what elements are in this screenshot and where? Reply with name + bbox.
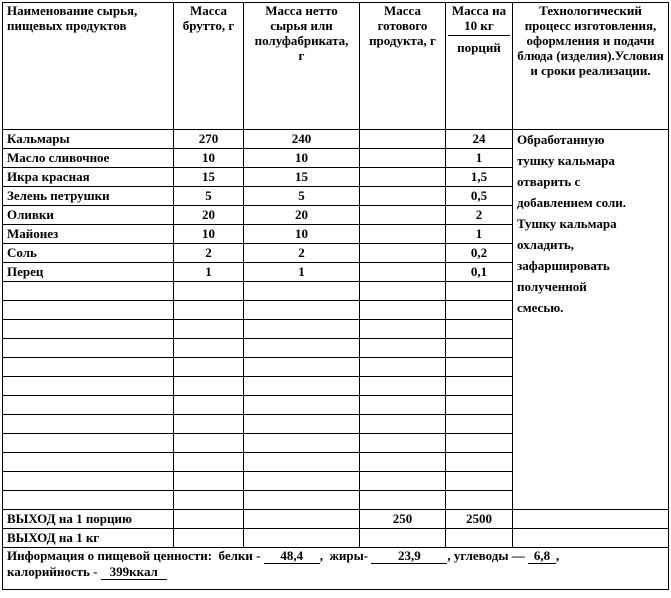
ingredient-per10 [446,396,513,415]
ingredient-name: Соль [3,244,174,263]
ingredient-per10 [446,339,513,358]
ingredient-name: Икра красная [3,168,174,187]
ingredient-ready [360,453,446,472]
ingredient-netto [244,282,360,301]
header-mass-per-10kg-bottom: порций [457,40,501,55]
header-mass-per-10kg [446,3,513,130]
technology-line: отварить с [517,174,581,189]
ingredient-name [3,377,174,396]
ingredient-per10 [446,453,513,472]
ingredient-name: Перец [3,263,174,282]
ingredient-per10 [446,358,513,377]
ingredient-per10: 1 [446,225,513,244]
ingredient-netto [244,320,360,339]
ingredient-name [3,415,174,434]
ingredient-row [3,130,669,149]
carbs-label: углеводы — [453,548,525,563]
ingredient-ready [360,472,446,491]
technology-line: зафаршировать [517,258,610,273]
output-per-portion-tech [513,510,669,529]
ingredient-brutto [174,282,244,301]
ingredient-netto: 20 [244,206,360,225]
ingredient-ready [360,320,446,339]
ingredient-per10 [446,415,513,434]
output-per-kg-per10 [446,529,513,548]
header-brutto: Масса брутто, г [174,3,244,130]
technology-line: Тушку кальмара [517,216,617,231]
ingredient-ready [360,301,446,320]
calories-label: калорийность - [7,564,98,579]
ingredient-brutto [174,491,244,510]
ingredient-netto [244,377,360,396]
ingredient-per10 [446,301,513,320]
calories-value: 399ккал [101,564,167,580]
ingredient-ready [360,377,446,396]
ingredient-ready [360,434,446,453]
ingredient-ready [360,415,446,434]
ingredient-per10 [446,282,513,301]
header-ready-mass: Масса готового продукта, г [360,3,446,130]
fats-label: жиры- [329,548,369,563]
ingredient-per10: 1 [446,149,513,168]
proteins-value: 48,4 [264,548,320,564]
ingredient-name [3,491,174,510]
ingredient-brutto: 2 [174,244,244,263]
ingredient-ready [360,168,446,187]
technology-text [513,130,669,510]
ingredient-brutto [174,377,244,396]
ingredient-ready [360,491,446,510]
technology-line: охладить, [517,237,575,252]
ingredient-brutto: 15 [174,168,244,187]
ingredient-ready [360,396,446,415]
proteins-label: белки - [218,548,261,563]
ingredient-netto [244,358,360,377]
output-per-kg-row [3,529,669,548]
output-per-portion-netto [244,510,360,529]
ingredient-netto [244,491,360,510]
ingredient-name [3,339,174,358]
ingredient-per10: 2 [446,206,513,225]
fats-value: 23,9 [371,548,447,564]
ingredient-ready [360,244,446,263]
ingredient-name [3,396,174,415]
ingredient-netto [244,396,360,415]
ingredient-netto [244,415,360,434]
ingredient-ready [360,339,446,358]
ingredient-brutto [174,415,244,434]
ingredient-netto [244,453,360,472]
nutrition-info: Информация о пищевой ценности: белки - 48,4 , жиры- 23,9 , углеводы — 6,8 , калорийность - 399ккал [3,548,669,590]
ingredient-ready [360,282,446,301]
ingredient-per10 [446,472,513,491]
nutrition-row [3,548,669,590]
ingredient-per10 [446,491,513,510]
ingredient-name [3,320,174,339]
technology-line: добавлением соли. [517,195,626,210]
ingredient-netto: 240 [244,130,360,149]
ingredient-name: Кальмары [3,130,174,149]
ingredient-per10: 1,5 [446,168,513,187]
output-per-kg-brutto [174,529,244,548]
ingredient-brutto [174,472,244,491]
ingredient-brutto: 10 [174,225,244,244]
header-technology: Технологический процесс изготовления, оформления и подачи блюда (изделия).Условия и сроки реализации. [513,3,669,130]
ingredient-netto: 10 [244,225,360,244]
ingredient-netto [244,301,360,320]
ingredient-name: Зелень петрушки [3,187,174,206]
ingredient-ready [360,130,446,149]
output-per-kg-netto [244,529,360,548]
ingredient-name [3,358,174,377]
ingredient-brutto: 20 [174,206,244,225]
ingredient-brutto: 10 [174,149,244,168]
ingredient-name [3,434,174,453]
ingredient-per10: 24 [446,130,513,149]
ingredient-brutto [174,320,244,339]
ingredient-name [3,453,174,472]
ingredient-netto: 10 [244,149,360,168]
output-per-portion-ready: 250 [360,510,446,529]
output-per-portion-per10: 2500 [446,510,513,529]
ingredient-brutto: 5 [174,187,244,206]
ingredient-name [3,282,174,301]
ingredient-brutto [174,434,244,453]
ingredient-netto: 2 [244,244,360,263]
output-per-portion-brutto [174,510,244,529]
ingredient-brutto [174,453,244,472]
ingredient-per10: 0,1 [446,263,513,282]
ingredient-brutto: 270 [174,130,244,149]
ingredient-name [3,472,174,491]
ingredient-ready [360,225,446,244]
technology-line: смесью. [517,300,564,315]
ingredient-ready [360,149,446,168]
output-per-portion-label: ВЫХОД на 1 порцию [3,510,174,529]
header-row [3,3,669,130]
technology-line: тушку кальмара [517,153,615,168]
ingredient-netto [244,339,360,358]
ingredient-netto [244,472,360,491]
ingredient-netto: 1 [244,263,360,282]
ingredient-brutto [174,396,244,415]
ingredient-per10 [446,320,513,339]
technology-line: полученной [517,279,587,294]
ingredient-name [3,301,174,320]
carbs-value: 6,8 [528,548,556,564]
ingredient-name: Оливки [3,206,174,225]
ingredient-name: Масло сливочное [3,149,174,168]
output-per-kg-tech [513,529,669,548]
header-ingredient-name: Наименование сырья, пищевых продуктов [3,3,174,130]
ingredient-per10: 0,5 [446,187,513,206]
ingredient-ready [360,187,446,206]
ingredient-per10 [446,434,513,453]
ingredient-brutto [174,301,244,320]
ingredient-per10 [446,377,513,396]
ingredient-ready [360,206,446,225]
ingredient-ready [360,263,446,282]
output-per-kg-ready [360,529,446,548]
ingredient-netto: 5 [244,187,360,206]
ingredient-brutto [174,339,244,358]
ingredient-ready [360,358,446,377]
technology-line: Обработанную [517,132,605,147]
header-mass-per-10kg-top: Масса на 10 кг [448,3,510,36]
ingredient-per10: 0,2 [446,244,513,263]
ingredient-brutto: 1 [174,263,244,282]
ingredient-netto: 15 [244,168,360,187]
recipe-card-table [2,2,669,590]
ingredient-name: Майонез [3,225,174,244]
output-per-portion-row [3,510,669,529]
ingredient-brutto [174,358,244,377]
header-netto: Масса нетто сырья или полуфабриката, г [244,3,360,130]
ingredient-netto [244,434,360,453]
output-per-kg-label: ВЫХОД на 1 кг [3,529,174,548]
nutrition-label: Информация о пищевой ценности: [7,548,213,563]
